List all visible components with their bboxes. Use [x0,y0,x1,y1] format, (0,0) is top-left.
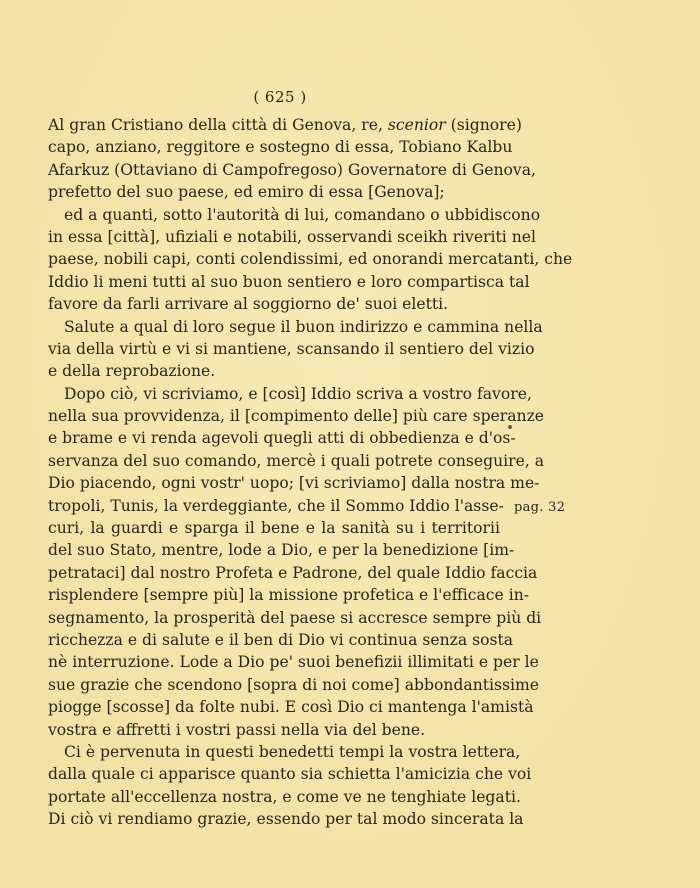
text-line: favore da farli arrivare al soggiorno de' suoi eletti. [48,295,449,314]
text-line: Dopo ciò, vi scriviamo, e [così] Iddio scriva a vostro favore, [64,384,532,403]
text-line: vostra e affretti i vostri passi nella via del bene. [48,720,426,739]
text-line: paese, nobili capi, conti colendissimi, ed onorandi mercatanti, che [48,250,573,269]
text-line: petrataci] dal nostro Profeta e Padrone, del quale Iddio faccia [48,563,538,582]
text-line: Ci è pervenuta in questi benedetti tempi la vostra lettera, [64,742,521,761]
text-line: nè interruzione. Lode a Dio pe' suoi benefizii illimitati e per le [48,653,539,672]
text-line: servanza del suo comando, mercè i quali potrete conseguire, a [48,451,545,470]
text-line: via della virtù e vi si mantiene, scansando il sentiero del vizio [48,339,535,358]
text-line: sue grazie che scendono [sopra di noi come] abbondantissime [48,675,539,694]
text-line: portate all'eccellenza nostra, e come ve ne tenghiate legati. [48,787,521,806]
text-line: dalla quale ci apparisce quanto sia schietta l'amicizia che voi [48,765,532,784]
text-line: Iddio li meni tutti al suo buon sentiero e loro compartisca tal [48,272,530,291]
text-line: e brame e vi renda agevoli quegli atti di obbedienza e d'os- [48,429,516,448]
text-line: ed a quanti, sotto l'autorità di lui, comandano o ubbidiscono [64,205,541,224]
page-number: ( 625 ) [253,88,307,106]
text-line: prefetto del suo paese, ed emiro di essa [Genova]; [48,183,445,202]
text-line: segnamento, la prosperità del paese si accresce sempre più di [48,608,542,627]
ink-speck [508,425,512,429]
text-line: in essa [città], ufiziali e notabili, osservandi sceikh riveriti nel [48,227,536,246]
text-line: Dio piacendo, ogni vostr' uopo; [vi scriviamo] dalla nostra me- [48,474,540,493]
margin-page-reference: pag. 32 [514,500,566,515]
text-line: tropoli, Tunis, la verdeggiante, che il Sommo Iddio l'asse- [48,496,504,515]
text-line: e della reprobazione. [48,362,216,381]
text-line: Al gran Cristiano della città di Genova, re, scenior (signore) [48,116,522,134]
text-line: capo, anziano, reggitore e sostegno di essa, Tobiano Kalbu [48,138,513,157]
text-line: risplendere [sempre più] la missione profetica e l'efficace in- [48,586,530,605]
text-line: piogge [scosse] da folte nubi. E così Dio ci mantenga l'amistà [48,698,534,717]
text-line: nella sua provvidenza, il [compimento delle] più care speranze [48,407,545,426]
text-line: Afarkuz (Ottaviano di Campofregoso) Governatore di Genova, [48,160,536,179]
text-line: del suo Stato, mentre, lode a Dio, e per la benedizione [im- [48,541,515,560]
text-line: curi, la guardi e sparga il bene e la sanità su i territorii [48,519,500,538]
text-line: ricchezza e di salute e il ben di Dio vi continua senza sosta [48,630,514,649]
text-line: Salute a qual di loro segue il buon indirizzo e cammina nella [64,317,543,336]
text-line: Di ciò vi rendiamo grazie, essendo per tal modo sincerata la [48,810,524,829]
